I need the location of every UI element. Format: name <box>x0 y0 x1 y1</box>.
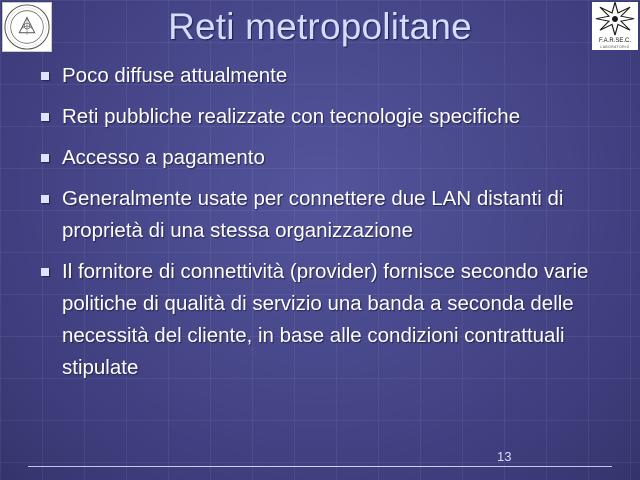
bullet-text: Poco diffuse attualmente <box>62 64 288 87</box>
bullet-item <box>38 256 608 384</box>
square-bullet-icon <box>41 72 49 80</box>
square-bullet-icon <box>41 195 49 203</box>
slide-title: Reti metropolitane <box>168 6 472 47</box>
bullet-item <box>38 60 608 92</box>
square-bullet-icon <box>41 268 49 276</box>
bullet-list <box>38 60 608 393</box>
page-number: 13 <box>497 449 512 464</box>
square-bullet-icon <box>41 154 49 162</box>
farsec-logo-subtext: LABORATORIO <box>600 45 630 49</box>
bullet-item <box>38 101 608 133</box>
bullet-item <box>38 183 608 247</box>
bullet-text: Generalmente usate per connettere due LAN distanti di proprietà di una stessa organizzazione <box>62 187 564 242</box>
bullet-text: Accesso a pagamento <box>62 146 265 169</box>
bullet-text: Il fornitore di connettività (provider) fornisce secondo varie politiche di qualità di servizio una banda a seconda delle necessità del cliente, in base alle condizioni contrattuali stipulate <box>62 260 589 379</box>
bullet-text: Reti pubbliche realizzate con tecnologie specifiche <box>62 105 521 128</box>
square-bullet-icon <box>41 113 49 121</box>
bullet-item <box>38 142 608 174</box>
footer-divider <box>28 466 612 467</box>
farsec-logo-text: F.A.R.SE.C. <box>598 38 632 44</box>
